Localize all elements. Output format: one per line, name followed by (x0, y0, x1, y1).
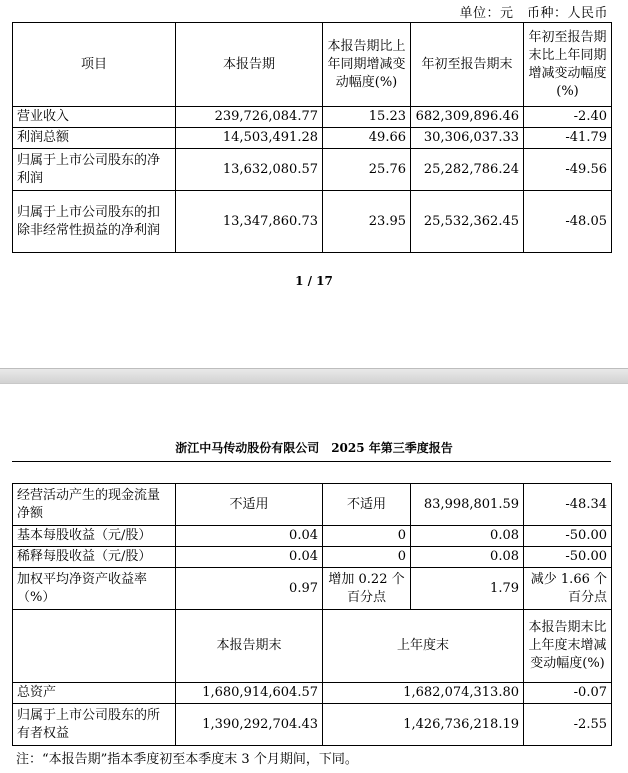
cell-value: -48.34 (524, 484, 612, 526)
unit-currency-line: 单位：元 币种：人民币 (459, 6, 608, 21)
header-rule (12, 461, 611, 462)
cell-value: -2.55 (524, 704, 612, 746)
table-row (13, 107, 612, 128)
row-label: 经营活动产生的现金流量净额 (13, 484, 176, 526)
cell-value: 14,503,491.28 (176, 128, 323, 149)
page-separator (0, 368, 628, 384)
report-header: 浙江中马传动股份有限公司 2025 年第三季度报告 (175, 441, 453, 455)
cell-value: 682,309,896.46 (411, 107, 524, 128)
cell-value: 13,632,080.57 (176, 149, 323, 191)
cell-value: 0.97 (176, 568, 323, 610)
table-row (13, 484, 612, 526)
table-row (13, 191, 612, 253)
row-label: 加权平均净资产收益率（%） (13, 568, 176, 610)
cell-value: 0.04 (176, 547, 323, 568)
cell-value: 30,306,037.33 (411, 128, 524, 149)
cell-value: 0.04 (176, 526, 323, 547)
cell-value: 1,680,914,604.57 (176, 683, 323, 704)
table-subheader-row (13, 610, 612, 683)
row-label: 营业收入 (13, 107, 176, 128)
table-row (13, 149, 612, 191)
cell-value: 1,390,292,704.43 (176, 704, 323, 746)
cell-value: -2.40 (524, 107, 612, 128)
cell-value: 25,532,362.45 (411, 191, 524, 253)
row-label: 稀释每股收益（元/股） (13, 547, 176, 568)
cell-value: -0.07 (524, 683, 612, 704)
cell-value: 15.23 (323, 107, 411, 128)
subheader-period-end: 本报告期末 (176, 610, 323, 683)
page-number: 1 / 17 (295, 274, 333, 288)
row-label: 总资产 (13, 683, 176, 704)
row-label: 归属于上市公司股东的净利润 (13, 149, 176, 191)
cell-value: 13,347,860.73 (176, 191, 323, 253)
cell-value: -48.05 (524, 191, 612, 253)
row-label: 归属于上市公司股东的扣除非经常性损益的净利润 (13, 191, 176, 253)
table-header-row (13, 23, 612, 107)
cell-value: 0 (323, 547, 411, 568)
cell-value: 不适用 (176, 484, 323, 526)
table-row (13, 704, 612, 746)
cell-value: -41.79 (524, 128, 612, 149)
header-item: 项目 (13, 23, 176, 107)
cell-value: 增加 0.22 个百分点 (323, 568, 411, 610)
row-label: 利润总额 (13, 128, 176, 149)
cell-value: 239,726,084.77 (176, 107, 323, 128)
header-ytd-change: 年初至报告期末比上年同期增减变动幅度(%) (524, 23, 612, 107)
header-current-period: 本报告期 (176, 23, 323, 107)
cell-value: 23.95 (323, 191, 411, 253)
row-label: 基本每股收益（元/股） (13, 526, 176, 547)
subheader-change: 本报告期末比上年度末增减变动幅度(%) (524, 610, 612, 683)
cell-value: -50.00 (524, 526, 612, 547)
cell-value: 83,998,801.59 (411, 484, 524, 526)
financial-data-table-bottom (12, 483, 612, 746)
subheader-prior-year-end: 上年度末 (323, 610, 524, 683)
cell-value: -50.00 (524, 547, 612, 568)
cell-value: 0.08 (411, 526, 524, 547)
table-row (13, 128, 612, 149)
cell-value: 1,426,736,218.19 (323, 704, 524, 746)
row-label: 归属于上市公司股东的所有者权益 (13, 704, 176, 746)
cell-value: 1,682,074,313.80 (323, 683, 524, 704)
header-current-change: 本报告期比上年同期增减变动幅度(%) (323, 23, 411, 107)
financial-data-table-top (12, 22, 612, 253)
cell-value: 0 (323, 526, 411, 547)
footnote: 注：“本报告期”指本季度初至本季度末 3 个月期间，下同。 (16, 752, 358, 767)
table-row (13, 526, 612, 547)
table-row (13, 683, 612, 704)
cell-value: 0.08 (411, 547, 524, 568)
cell-value: -49.56 (524, 149, 612, 191)
cell-value: 减少 1.66 个百分点 (524, 568, 612, 610)
subheader-empty (13, 610, 176, 683)
cell-value: 25.76 (323, 149, 411, 191)
header-ytd: 年初至报告期末 (411, 23, 524, 107)
cell-value: 25,282,786.24 (411, 149, 524, 191)
cell-value: 1.79 (411, 568, 524, 610)
cell-value: 不适用 (323, 484, 411, 526)
table-row (13, 547, 612, 568)
table-row (13, 568, 612, 610)
cell-value: 49.66 (323, 128, 411, 149)
